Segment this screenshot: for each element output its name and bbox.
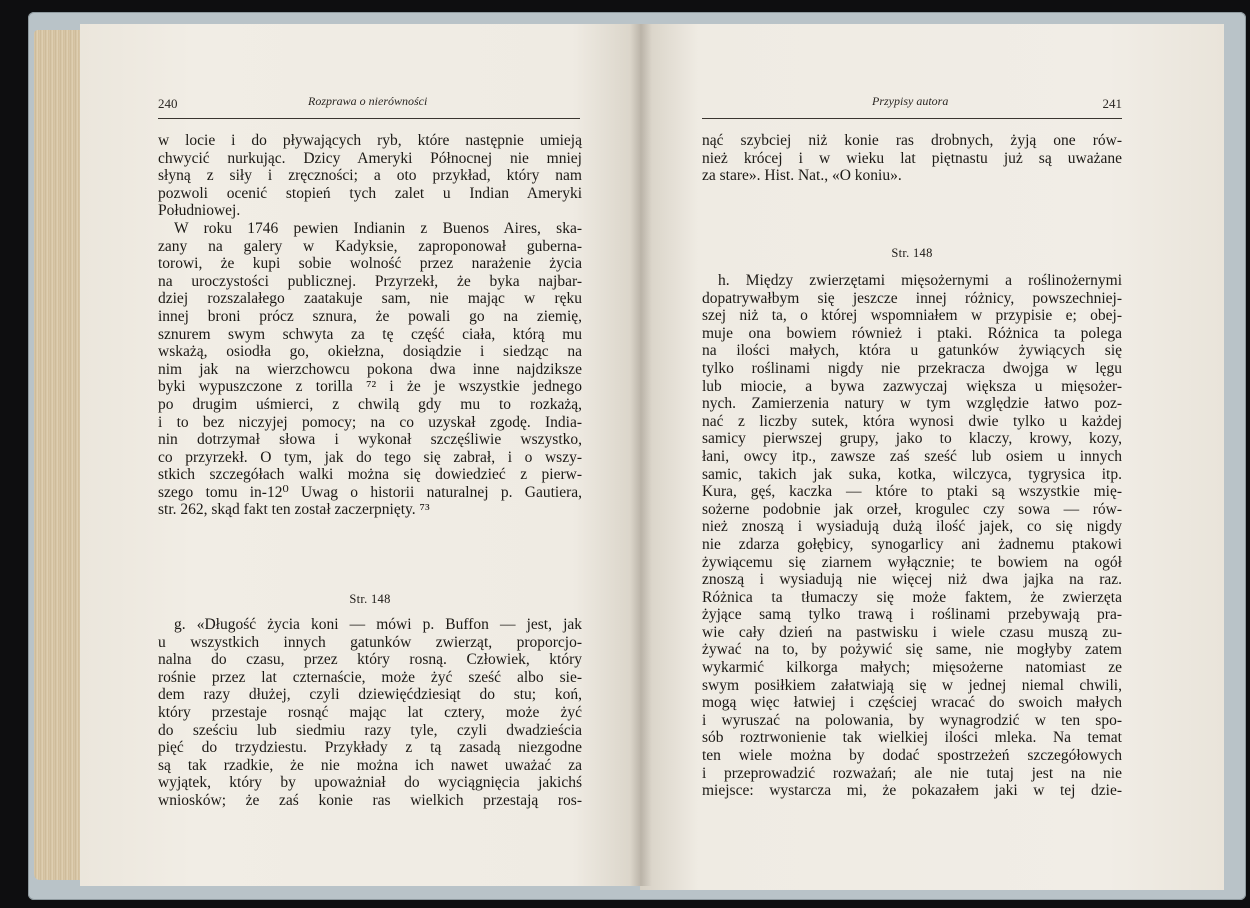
text-line: dziej rozszalałego zaatakuje sam, nie mając w ręku — [158, 290, 582, 308]
text-line: co przyrzekł. O tym, jak do tego się zabrał, i o wszy- — [158, 448, 582, 466]
left-page-number: 240 — [158, 96, 178, 111]
text-line: na ilości małych, która u gatunków żywiących się — [702, 342, 1122, 360]
text-line: rośnie przez lat czternaście, może żyć sześć albo sie- — [158, 668, 582, 686]
right-text-block-1 — [702, 132, 1122, 185]
text-line: Różnica ta tłumaczy się może faktem, że zwierzęta — [702, 588, 1122, 606]
text-line: szego tomu in-12⁰ Uwag o historii naturalnej p. Gautiera, — [158, 483, 582, 501]
text-line: nin dotrzymał słowa i wykonał szczęśliwie wszystko, — [158, 431, 582, 449]
text-line: za stare». Hist. Nat., «O koniu». — [702, 167, 902, 185]
text-line: Kura, gęś, kaczka — które to ptaki są wszystkie mię- — [702, 483, 1122, 501]
text-line: dem razy dłużej, czyli dziewięćdziesiąt do stu; koń, — [158, 686, 582, 704]
right-page — [640, 24, 1224, 890]
text-line: pozwoli ocenić stopień tych zalet u Indian Ameryki — [158, 184, 582, 202]
left-text-block-2 — [158, 616, 582, 810]
text-line: wie cały dzień na pastwisku i wiele czasu muszą zu- — [702, 623, 1122, 641]
text-line: nalna do czasu, przez który rosną. Człowiek, który — [158, 651, 582, 669]
text-line: łani, owcy itp., zawsze zaś sześć lub osiem u innych — [702, 447, 1122, 465]
right-running-head: Przypisy autora — [872, 94, 949, 108]
left-running-head: Rozprawa o nierówności — [308, 94, 428, 108]
text-line: lub miocie, a bywa zazwyczaj większa u mięsożer- — [702, 377, 1122, 395]
text-line: który przestaje rosnąć mając lat cztery, może żyć — [158, 703, 582, 721]
text-line: pięć do trzydziestu. Przykłady z tą zasadą niezgodne — [158, 739, 582, 757]
text-line: i wyruszać na polowania, by wynagrodzić w ten spo- — [702, 711, 1122, 729]
text-line: samic, takich jak suka, kotka, wilczyca, tygrysica itp. — [702, 465, 1122, 483]
text-line: nych. Zamierzenia natury w tym względzie łatwo poz- — [702, 395, 1122, 413]
text-line: nież znoszą i wysiadują dużą ilość jajek, co się nigdy — [702, 518, 1122, 536]
text-line: nąć szybciej niż konie ras drobnych, żyją one rów- — [702, 132, 1122, 149]
text-line: na uroczystości publicznej. Przyrzekł, że byka najbar- — [158, 272, 582, 290]
text-line: dopatrywałbym się jeszcze innej różnicy, powszechniej- — [702, 289, 1122, 307]
text-line: sznurem swym schwyta za tę część ciała, którą mu — [158, 325, 582, 343]
right-page-header — [702, 94, 1122, 119]
text-line: żywać na to, by pożywić się same, nie mogłyby zatem — [702, 641, 1122, 659]
left-page — [80, 24, 640, 886]
text-line: znoszą i wysiadują nie więcej niż dwa jajka na raz. — [702, 571, 1122, 589]
text-line: wniosków; że zaś konie ras wielkich przestają ros- — [158, 791, 582, 809]
text-line: wykarmić kilkorga małych; mięsożerne natomiast ze — [702, 659, 1122, 677]
text-line: muje ona bowiem również i ptaki. Różnica ta polega — [702, 324, 1122, 342]
left-page-header — [158, 94, 580, 119]
right-page-number: 241 — [1102, 96, 1122, 111]
text-line: do sześciu lub siedmiu razy tyle, czyli dwadzieścia — [158, 721, 582, 739]
text-line: po drugim uśmierci, z chwilą gdy mu to rozkażą, — [158, 395, 582, 413]
text-line: samicy pierwszej grupy, jako to klaczy, krowy, kozy, — [702, 430, 1122, 448]
text-line: szej niż ta, o której wspomniałem w przypisie e; obej- — [702, 307, 1122, 325]
text-line: nie zdarza gołębicy, synogarlicy ani żadnemu ptakowi — [702, 535, 1122, 553]
text-line: wyjątek, który by upoważniał do wyciągnięcia jakichś — [158, 774, 582, 792]
text-line: i przeprowadzić rozważań; ale nie tutaj jest na nie — [702, 764, 1122, 782]
text-line: i to bez niczyjej pomocy; na co uzyskał zgodę. India- — [158, 413, 582, 431]
text-line: są tak rzadkie, że nie można ich nawet uważać za — [158, 756, 582, 774]
text-line: str. 262, skąd fakt ten został zaczerpnięty. ⁷³ — [158, 501, 430, 519]
text-line: u wszystkich innych gatunków zwierząt, proporcjo- — [158, 633, 582, 651]
text-line: sób roztrwonienie tak wielkiej ilości mleka. Na temat — [702, 729, 1122, 747]
text-line: swym posiłkiem załatwiają się w jednej niemal chwili, — [702, 676, 1122, 694]
text-line: wskażą, osiodła go, okiełzna, dosiądzie i siedząc na — [158, 343, 582, 361]
right-section-label: Str. 148 — [891, 246, 933, 260]
text-line: tylko roślinami nigdy nie przekracza dwojga w lęgu — [702, 359, 1122, 377]
text-line: ten wiele można by dodać spostrzeżeń szczegółowych — [702, 747, 1122, 765]
text-line: innej broni prócz sznura, że powali go na ziemię, — [158, 307, 582, 325]
text-line: mogą więc łatwiej i częściej wracać do swoich małych — [702, 694, 1122, 712]
text-line: h. Między zwierzętami mięsożernymi a roślinożernymi — [718, 272, 1122, 289]
book-gutter — [630, 24, 652, 886]
text-line: W roku 1746 pewien Indianin z Buenos Aires, ska- — [174, 219, 582, 237]
text-line: zany na galery w Kadyksie, zaproponował guberna- — [158, 237, 582, 255]
text-line: słyną z siły i zręczności; a oto przykład, który nam — [158, 167, 582, 185]
text-line: nież krócej i w wieku lat piętnastu już są uważane — [702, 149, 1122, 167]
text-line: byki wypuszczone z torilla ⁷² i że je wszystkie jednego — [158, 378, 582, 396]
text-line: w locie i do pływających ryb, które następnie umieją — [158, 132, 582, 149]
left-section-label: Str. 148 — [349, 592, 391, 606]
text-line: miejsce: wystarcza mi, że pokazałem jaki w tej dzie- — [702, 782, 1122, 800]
right-text-block-2 — [702, 272, 1122, 800]
text-line: g. «Długość życia koni — mówi p. Buffon — jest, jak — [174, 616, 582, 633]
text-line: nim jak na wierzchowcu pokona dwa inne najdziksze — [158, 360, 582, 378]
left-text-block-1 — [158, 132, 582, 519]
text-line: torowi, że kupi sobie wolność przez narażenie życia — [158, 255, 582, 273]
text-line: żywiącemu się ziarnem wyłącznie; te bowiem na ogół — [702, 553, 1122, 571]
text-line: sożerne podobnie jak orzeł, krogulec czy sowa — rów- — [702, 500, 1122, 518]
text-line: żyjące samą tylko trawą i roślinami przebywają pra- — [702, 606, 1122, 624]
text-line: chwycić nurkując. Dzicy Ameryki Północnej nie mniej — [158, 149, 582, 167]
text-line: Południowej. — [158, 202, 241, 220]
text-line: nać z liczby sutek, która wynosi dwie tylko u każdej — [702, 412, 1122, 430]
page-edges — [34, 30, 86, 880]
text-line: stkich szczegółach walki można się dowiedzieć z pierw- — [158, 466, 582, 484]
